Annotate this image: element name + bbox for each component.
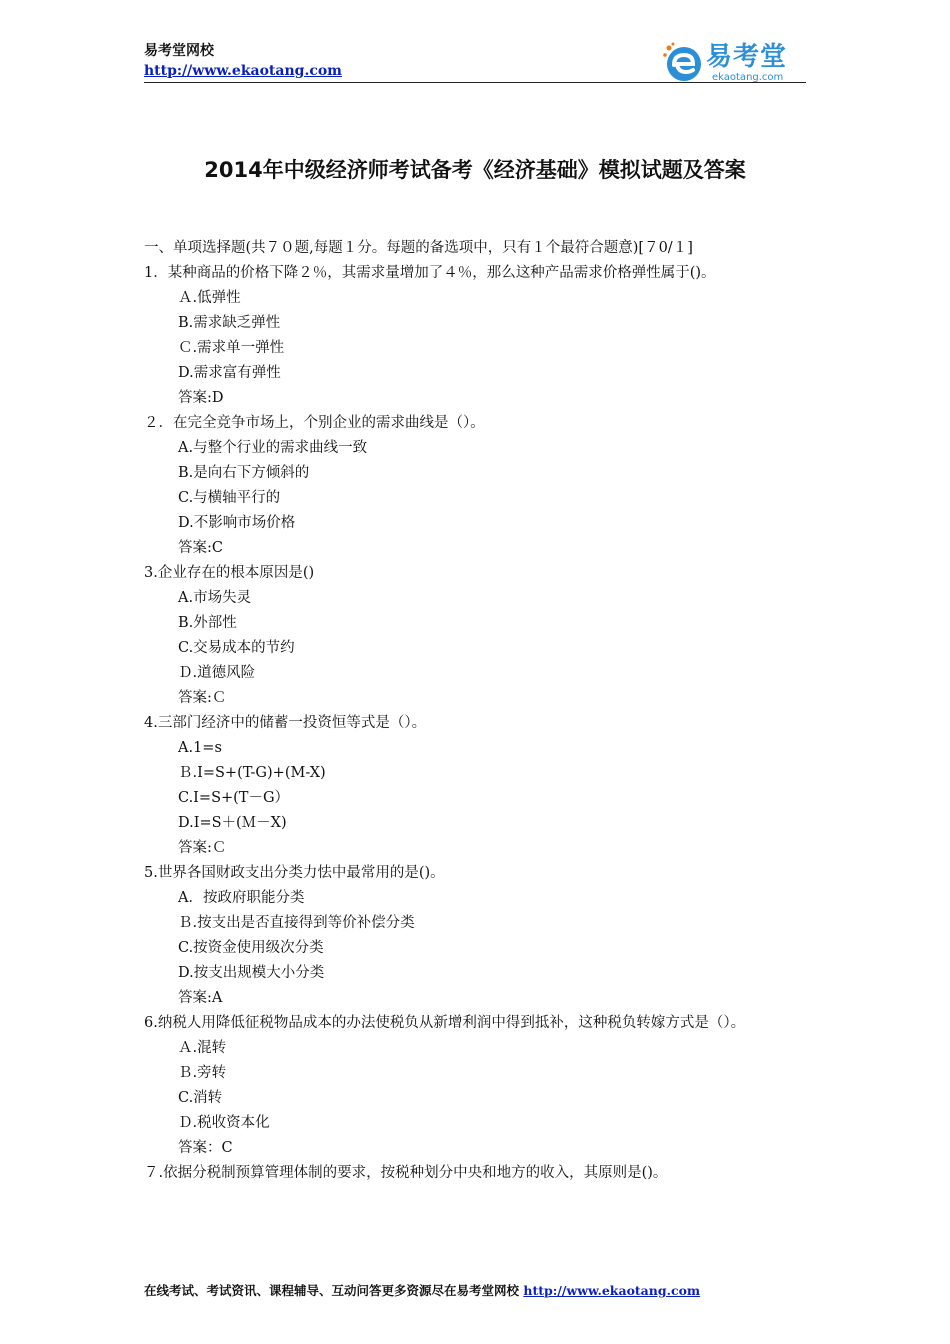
answer: 答案:Ｃ [178,690,227,706]
question-6 [144,1011,808,1161]
question-stem: 3.企业存在的根本原因是() [144,565,315,581]
option-b: Ｂ.I=S+(T-G)+(M-X) [178,765,326,781]
question-stem: 4.三部门经济中的储蓄一投资恒等式是（）。 [144,715,427,731]
option-d: Ｄ.道德风险 [178,665,256,681]
question-1 [144,261,808,411]
question-2 [144,411,808,561]
option-a: Ａ.低弹性 [178,290,241,306]
logo-e-icon [662,42,708,84]
option-a: A.与整个行业的需求曲线一致 [178,440,368,456]
answer: 答案:D [178,390,224,406]
option-a: A.市场失灵 [178,590,252,606]
footer-url-link[interactable]: http://www.ekaotang.com [523,1283,701,1298]
logo-text: 易考堂 [706,42,788,72]
document-title: 2014年中级经济师考试备考《经济基础》模拟试题及答案 [204,158,746,182]
option-d: Ｄ.税收资本化 [178,1115,270,1131]
option-d: D.I=S＋(Ｍ－X) [178,815,287,831]
answer: 答案:Ｃ [178,840,227,856]
option-c: Ｃ.需求单一弹性 [178,340,285,356]
question-3 [144,561,808,711]
option-b: Ｂ.按支出是否直接得到等价补偿分类 [178,915,415,931]
question-4 [144,711,808,861]
option-c: C.按资金使用级次分类 [178,940,324,956]
ekaotang-logo [662,42,808,84]
question-stem: 6.纳税人用降低征税物品成本的办法使税负从新增利润中得到抵补，这种税负转嫁方式是（）。 [144,1015,746,1031]
option-a: A．按政府职能分类 [178,890,305,906]
question-5 [144,861,808,1011]
site-url-link[interactable]: http://www.ekaotang.com [144,63,342,79]
option-b: Ｂ.旁转 [178,1065,227,1081]
footer-text: 在线考试、考试资讯、课程辅导、互动问答更多资源尽在易考堂网校 [144,1283,524,1298]
option-a: Ａ.混转 [178,1040,227,1056]
option-c: C.消转 [178,1090,223,1106]
document-body [144,236,808,1186]
question-7 [144,1161,808,1186]
option-a: A.1=s [178,740,222,756]
option-b: B.是向右下方倾斜的 [178,465,310,481]
site-name: 易考堂网校 [144,43,214,59]
option-c: C.I=S+(T－G） [178,790,290,806]
question-stem: 5.世界各国财政支出分类力怯中最常用的是()。 [144,865,445,881]
option-b: B.需求缺乏弹性 [178,315,281,331]
logo-subtext: ekaotang.com [712,72,784,83]
question-stem: ２．在完全竞争市场上，个别企业的需求曲线是（）。 [144,415,485,431]
option-c: C.交易成本的节约 [178,640,295,656]
option-b: B.外部性 [178,615,237,631]
option-d: D.需求富有弹性 [178,365,281,381]
answer: 答案：C [178,1140,233,1156]
question-stem: 1．某种商品的价格下降２％，其需求量增加了４％，那么这种产品需求价格弹性属于()。 [144,265,716,281]
page-footer [144,1282,844,1300]
answer: 答案:A [178,990,223,1006]
option-d: D.按支出规模大小分类 [178,965,325,981]
section-heading: 一、单项选择题(共７０题,每题１分。每题的备选项中，只有１个最符合题意)[７0/１] [144,240,693,256]
option-d: D.不影响市场价格 [178,515,296,531]
option-c: C.与横轴平行的 [178,490,281,506]
answer: 答案:C [178,540,223,556]
question-stem: ７.依据分税制预算管理体制的要求，按税种划分中央和地方的收入，其原则是()。 [144,1165,668,1181]
